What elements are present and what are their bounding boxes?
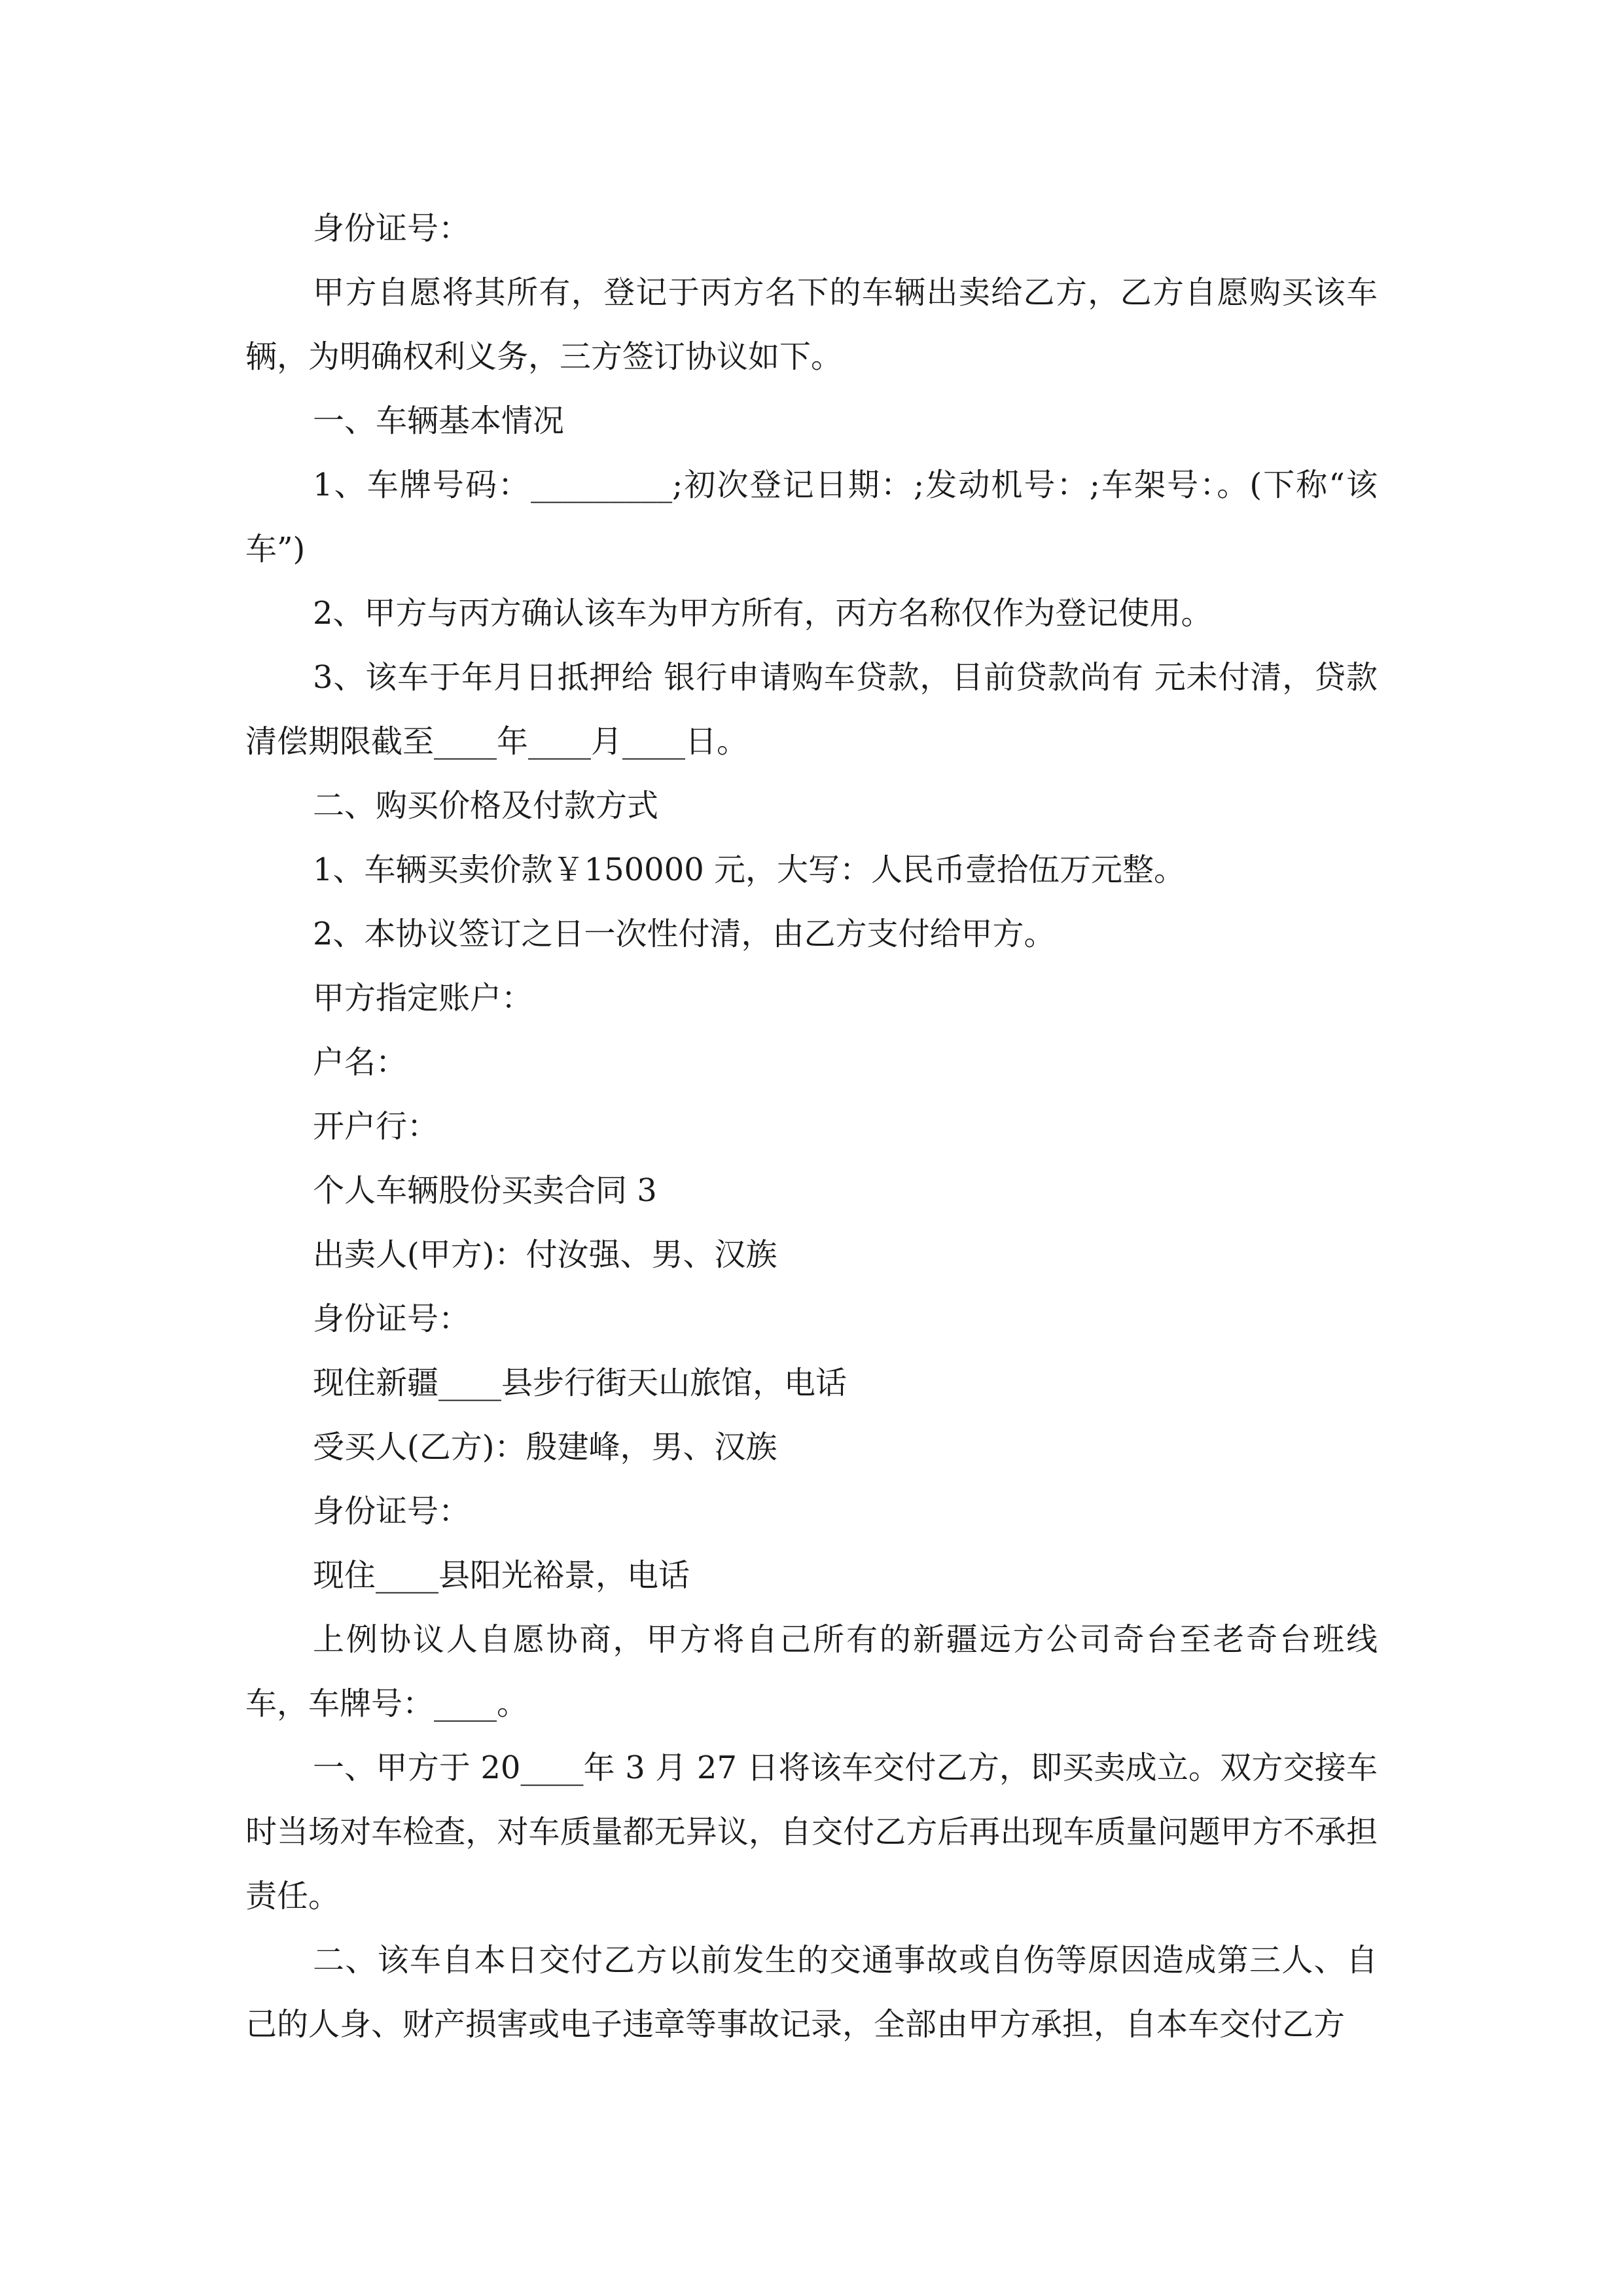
intro-paragraph: 甲方自愿将其所有，登记于丙方名下的车辆出卖给乙方，乙方自愿购买该车辆，为明确权利义务，三方签订协议如下。	[245, 274, 1378, 375]
section-heading-vehicle-info: 一、车辆基本情况	[313, 403, 565, 439]
seller-line: 出卖人(甲方)：付汝强、男、汉族	[313, 1236, 777, 1273]
account-name-line: 户名：	[313, 1044, 408, 1081]
clause-delivery: 一、甲方于 20____年 3 月 27 日将该车交付乙方，即买卖成立。双方交接车时当场对车检查，对车质量都无异议，自交付乙方后再出现车质量问题甲方不承担责任。	[245, 1749, 1378, 1914]
clause-price: 1、车辆买卖价款￥150000 元，大写：人民币壹拾伍万元整。	[313, 852, 1186, 888]
clause-ownership: 2、甲方与丙方确认该车为甲方所有，丙方名称仅作为登记使用。	[313, 595, 1213, 632]
designated-account-line: 甲方指定账户：	[313, 980, 533, 1016]
agreement-preamble: 上例协议人自愿协商，甲方将自己所有的新疆远方公司奇台至老奇台班线车，车牌号：____。	[245, 1621, 1378, 1722]
contract-title: 个人车辆股份买卖合同 3	[313, 1172, 657, 1209]
seller-id-number-line: 身份证号：	[313, 1300, 471, 1337]
section-heading-price-payment: 二、购买价格及付款方式	[313, 787, 659, 824]
opening-bank-line: 开户行：	[313, 1108, 439, 1145]
buyer-line: 受买人(乙方)：殷建峰，男、汉族	[313, 1429, 777, 1465]
clause-mortgage: 3、该车于年月日抵押给 银行申请购车贷款，目前贷款尚有 元未付清，贷款清偿期限截至____年____月____日。	[245, 659, 1378, 760]
clause-plate-number: 1、车牌号码：_________;初次登记日期：;发动机号：;车架号：。(下称“该车”)	[245, 467, 1378, 567]
document-body	[245, 196, 1378, 2056]
buyer-address-line: 现住____县阳光裕景，电话	[313, 1557, 690, 1594]
seller-address-line: 现住新疆____县步行街天山旅馆，电话	[313, 1365, 847, 1401]
id-number-line: 身份证号：	[313, 210, 471, 247]
clause-payment: 2、本协议签订之日一次性付清，由乙方支付给甲方。	[313, 916, 1056, 952]
clause-liability: 二、该车自本日交付乙方以前发生的交通事故或自伤等原因造成第三人、自己的人身、财产损害或电子违章等事故记录，全部由甲方承担，自本车交付乙方	[245, 1942, 1378, 2043]
buyer-id-number-line: 身份证号：	[313, 1493, 471, 1530]
